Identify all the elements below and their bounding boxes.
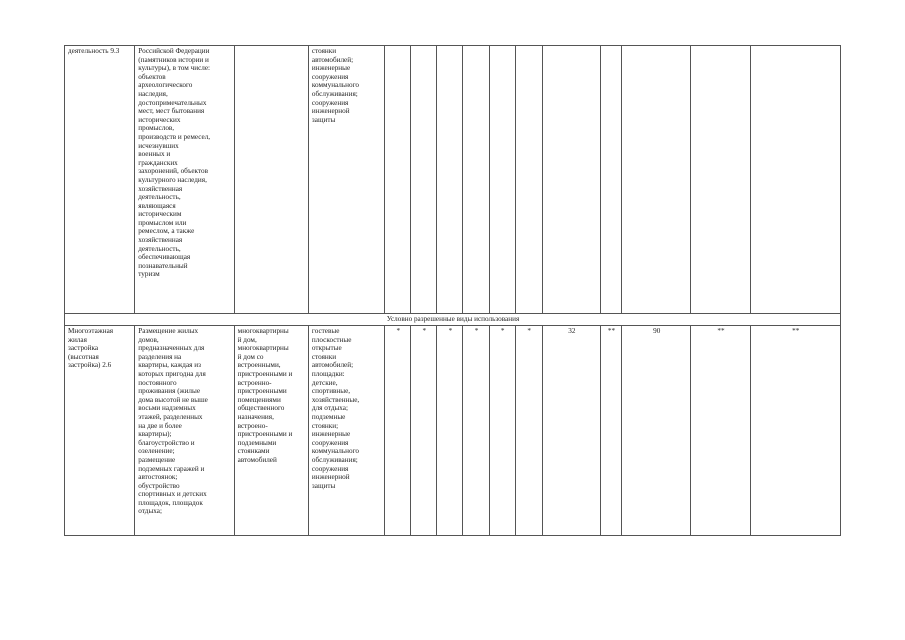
param-cell: 32: [542, 326, 600, 536]
cell-text-line: квартиры, каждая из: [138, 361, 201, 370]
cell-text-line: встроено-: [237, 421, 268, 430]
cell-text-line: инженерной: [311, 107, 350, 116]
cell-text-line: этажей, разделенных: [138, 412, 203, 421]
cell-text-line: постоянного: [138, 378, 177, 387]
cell-text-line: наследия,: [138, 89, 168, 98]
cell-text-line: защиты: [311, 481, 336, 490]
cell-text-line: инженерные: [311, 64, 351, 73]
param-cell: *: [463, 326, 489, 536]
cell-text-line: археологического: [138, 81, 193, 90]
cell-text-line: автомобилей;: [311, 361, 354, 370]
cell-text-line: сооружения: [311, 438, 349, 447]
use-description-cell: [135, 326, 234, 536]
cell-text-line: автостоянок;: [138, 473, 178, 482]
cell-text-line: благоустройство и: [138, 438, 195, 447]
cell-text-line: хозяйственная: [138, 184, 183, 193]
auxiliary-uses-cell: [308, 326, 384, 536]
param-cell: *: [437, 326, 463, 536]
cell-text-line: проживания (жилые: [138, 387, 201, 396]
cell-text-line: плоскостные: [311, 335, 352, 344]
cell-text-line: промыслов,: [138, 124, 175, 133]
cell-text-line: обслуживания;: [311, 455, 358, 464]
cell-text-line: стоянками: [237, 447, 270, 456]
cell-text-line: стоянки: [311, 352, 337, 361]
cell-text-line: хозяйственная: [138, 236, 183, 245]
param-cell: *: [411, 326, 437, 536]
cell-text-line: стоянки: [311, 47, 337, 55]
cell-text-line: объектов: [138, 72, 166, 81]
cell-text-line: обслуживания;: [311, 89, 358, 98]
cell-text-line: отдыха;: [138, 507, 162, 516]
cell-text-line: инженерной: [311, 473, 350, 482]
objects-cell: [234, 46, 308, 314]
use-description-cell: [135, 46, 234, 314]
cell-text-line: спортивных и детских: [138, 490, 207, 499]
param-cell: [542, 46, 600, 314]
section-title: Условно разрешенные виды использования: [65, 314, 841, 326]
param-cell: [622, 46, 691, 314]
cell-text-line: назначения,: [237, 412, 274, 421]
cell-text-line: (высотная: [68, 352, 99, 361]
cell-text-line: озеленение;: [138, 447, 175, 456]
cell-text-line: пристроенными: [237, 387, 287, 396]
cell-text-line: площадок, площадок: [138, 498, 203, 507]
cell-text-line: туризм: [138, 270, 160, 279]
cell-text-line: застройка) 2.6: [68, 361, 112, 370]
cell-text-line: помещениями: [237, 395, 281, 404]
cell-text-line: жилая: [68, 335, 87, 344]
use-code-cell: [65, 326, 135, 536]
cell-text-line: подземными: [237, 438, 277, 447]
param-cell: [750, 46, 840, 314]
cell-text-line: автомобилей: [237, 455, 277, 464]
cell-text-line: встроенными,: [237, 361, 281, 370]
cell-text-line: коммунального: [311, 81, 359, 90]
cell-text-line: дома высотой не выше: [138, 395, 208, 404]
cell-text-line: коммунального: [311, 447, 359, 456]
cell-text-line: историческим: [138, 210, 182, 219]
cell-text-line: открытые: [311, 344, 342, 353]
cell-text-line: мест, мест бытования: [138, 107, 205, 116]
cell-text-line: обеспечивающая: [138, 253, 191, 262]
cell-text-line: Российской Федерации: [138, 47, 210, 55]
cell-text-line: исчезнувших: [138, 141, 179, 150]
cell-text-line: исторических: [138, 115, 181, 124]
param-cell: [600, 46, 621, 314]
cell-text-line: разделения на: [138, 352, 182, 361]
cell-text-line: сооружения: [311, 98, 349, 107]
param-cell: *: [489, 326, 515, 536]
cell-text-line: инженерные: [311, 430, 351, 439]
cell-text-line: промыслом или: [138, 218, 187, 227]
regulations-table: [64, 45, 841, 536]
cell-text-line: военных и: [138, 150, 171, 159]
cell-text-line: культуры), в том числе:: [138, 64, 211, 73]
cell-text-line: деятельность,: [138, 193, 181, 202]
use-code-cell: деятельность 9.3: [65, 46, 135, 314]
cell-text-line: хозяйственные,: [311, 395, 360, 404]
param-cell: *: [385, 326, 411, 536]
cell-text-line: многоквартирны: [237, 327, 289, 335]
param-cell: [437, 46, 463, 314]
cell-text-line: обустройство: [138, 481, 180, 490]
cell-text-line: й дом,: [237, 335, 257, 344]
param-cell: **: [691, 326, 750, 536]
cell-text-line: познавательный: [138, 261, 188, 270]
cell-text-line: ремеслом, а также: [138, 227, 195, 236]
param-cell: **: [600, 326, 621, 536]
cell-text-line: предназначенных для: [138, 344, 205, 353]
table-row: [65, 326, 841, 536]
section-header-row: [65, 314, 841, 326]
cell-text-line: стоянки;: [311, 421, 339, 430]
cell-text-line: (памятников истории и: [138, 55, 209, 64]
param-cell: *: [515, 326, 542, 536]
cell-text-line: Многоэтажная: [68, 327, 114, 335]
cell-text-line: защиты: [311, 115, 336, 124]
cell-text-line: Размещение жилых: [138, 327, 199, 335]
cell-text-line: пристроенными и: [237, 430, 293, 439]
cell-text-line: подземные: [311, 412, 346, 421]
cell-text-line: захоронений, объектов: [138, 167, 208, 176]
cell-text-line: застройка: [68, 344, 99, 353]
cell-text-line: квартиры);: [138, 430, 172, 439]
cell-text-line: площадки:: [311, 369, 345, 378]
cell-text-line: размещение: [138, 455, 176, 464]
cell-text-line: на две и более: [138, 421, 182, 430]
cell-text-line: й дом со: [237, 352, 264, 361]
cell-text-line: достопримечательных: [138, 98, 207, 107]
cell-text-line: встроенно-: [237, 378, 272, 387]
cell-text-line: гражданских: [138, 158, 178, 167]
cell-text-line: общественного: [237, 404, 285, 413]
param-cell: [515, 46, 542, 314]
objects-cell: [234, 326, 308, 536]
cell-text-line: являющаяся: [138, 201, 176, 210]
cell-text-line: сооружения: [311, 464, 349, 473]
cell-text-line: деятельность,: [138, 244, 181, 253]
param-cell: [385, 46, 411, 314]
cell-text-line: культурного наследия,: [138, 175, 207, 184]
cell-text-line: спортивные,: [311, 387, 351, 396]
param-cell: [463, 46, 489, 314]
cell-text-line: сооружения: [311, 72, 349, 81]
cell-text-line: которых пригодна для: [138, 369, 206, 378]
cell-text-line: восьми надземных: [138, 404, 196, 413]
param-cell: [489, 46, 515, 314]
cell-text-line: автомобилей;: [311, 55, 354, 64]
param-cell: [691, 46, 750, 314]
table-row: [65, 46, 841, 314]
param-cell: [411, 46, 437, 314]
cell-text-line: многоквартирны: [237, 344, 289, 353]
param-cell: **: [750, 326, 840, 536]
cell-text-line: пристроенными и: [237, 369, 293, 378]
cell-text-line: производств и ремесел,: [138, 132, 211, 141]
cell-text-line: гостевые: [311, 327, 340, 335]
cell-text-line: домов,: [138, 335, 159, 344]
cell-text-line: детские,: [311, 378, 338, 387]
auxiliary-uses-cell: [308, 46, 384, 314]
param-cell: 90: [622, 326, 691, 536]
cell-text-line: подземных гаражей и: [138, 464, 205, 473]
cell-text-line: для отдыха;: [311, 404, 348, 413]
